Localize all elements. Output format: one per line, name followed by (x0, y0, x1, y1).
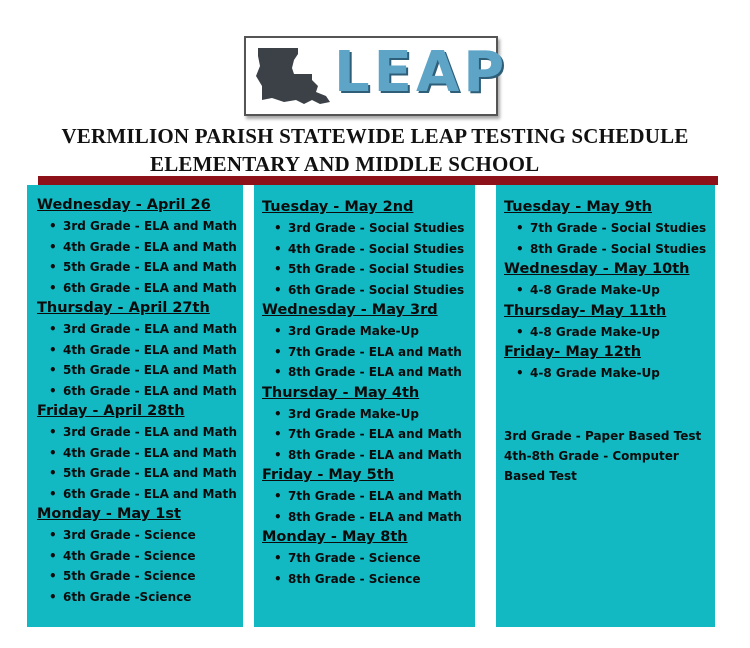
list-item: • 6th Grade - ELA and Math (37, 484, 243, 505)
day-heading: Thursday - April 27th (37, 300, 210, 316)
list-item: • 7th Grade - Social Studies (504, 218, 715, 239)
list-item: • 4th Grade - ELA and Math (37, 340, 243, 361)
list-item: • 7th Grade - ELA and Math (262, 342, 475, 363)
list-item: • 8th Grade - ELA and Math (262, 507, 475, 528)
test-format-note (504, 426, 715, 486)
list-item: • 8th Grade - Social Studies (504, 239, 715, 260)
day-heading: Wednesday - May 3rd (262, 302, 438, 318)
day-heading: Thursday - May 4th (262, 384, 420, 401)
list-item: • 7th Grade - ELA and Math (262, 424, 475, 445)
list-item: • 4-8 Grade Make-Up (504, 322, 715, 343)
list-item: • 3rd Grade - ELA and Math (37, 216, 243, 237)
list-item: • 4-8 Grade Make-Up (504, 363, 715, 384)
list-item: • 8th Grade - Science (262, 569, 475, 590)
day-heading: Friday - May 5th (262, 467, 394, 483)
grade-list (262, 548, 475, 589)
day-block (504, 301, 715, 343)
list-item: • 8th Grade - ELA and Math (262, 362, 475, 383)
day-heading: Tuesday - May 9th (504, 199, 652, 215)
day-block (262, 465, 475, 527)
list-item: • 7th Grade - Science (262, 548, 475, 569)
list-item: • 4th Grade - ELA and Math (37, 237, 243, 258)
day-heading: Friday- May 12th (504, 344, 642, 360)
list-item: • 3rd Grade Make-Up (262, 321, 475, 342)
list-item: • 4-8 Grade Make-Up (504, 280, 715, 301)
grade-list (262, 404, 475, 466)
grade-list (37, 216, 243, 298)
list-item: • 5th Grade - Social Studies (262, 259, 475, 280)
schedule-subtitle: ELEMENTARY AND MIDDLE SCHOOL (150, 152, 540, 176)
schedule-column-1 (27, 185, 243, 627)
list-item: • 6th Grade -Science (37, 587, 243, 608)
list-item: • 4th Grade - Social Studies (262, 239, 475, 260)
logo-text: LEAP (334, 40, 509, 105)
list-item: • 7th Grade - ELA and Math (262, 486, 475, 507)
grade-list (262, 486, 475, 527)
day-block (504, 259, 715, 301)
schedule-column-2 (254, 185, 475, 627)
note-line: 4th-8th Grade - Computer (504, 448, 679, 463)
note-line: Based Test (504, 468, 577, 483)
list-item: • 4th Grade - ELA and Math (37, 443, 243, 464)
list-item: • 3rd Grade - ELA and Math (37, 422, 243, 443)
list-item: • 6th Grade - ELA and Math (37, 381, 243, 402)
grade-list (37, 422, 243, 504)
day-heading: Tuesday - May 2nd (262, 199, 414, 215)
note-line: 3rd Grade - Paper Based Test (504, 428, 702, 443)
grade-list (37, 525, 243, 607)
grade-list (504, 218, 715, 259)
list-item: • 5th Grade - ELA and Math (37, 257, 243, 278)
grade-list (262, 321, 475, 383)
day-block (37, 298, 243, 401)
day-block (504, 197, 715, 259)
day-heading: Monday - May 8th (262, 529, 408, 545)
grade-list (504, 322, 715, 343)
day-block (37, 195, 243, 298)
list-item: • 5th Grade - Science (37, 566, 243, 587)
day-heading: Friday - April 28th (37, 403, 185, 419)
day-block (504, 342, 715, 384)
list-item: • 8th Grade - ELA and Math (262, 445, 475, 466)
day-block (262, 300, 475, 383)
list-item: • 3rd Grade - Social Studies (262, 218, 475, 239)
day-block (262, 383, 475, 466)
louisiana-state-shape-icon (254, 46, 334, 108)
day-heading: Thursday- May 11th (504, 302, 667, 319)
day-block (262, 527, 475, 589)
leap-logo (244, 36, 509, 116)
grade-list (504, 280, 715, 301)
grade-list (37, 319, 243, 401)
list-item: • 3rd Grade Make-Up (262, 404, 475, 425)
list-item: • 3rd Grade - ELA and Math (37, 319, 243, 340)
day-heading: Wednesday - April 26 (37, 197, 211, 213)
list-item: • 6th Grade - ELA and Math (37, 278, 243, 299)
list-item: • 3rd Grade - Science (37, 525, 243, 546)
list-item: • 4th Grade - Science (37, 546, 243, 567)
grade-list (262, 218, 475, 300)
day-block (262, 197, 475, 300)
schedule-title: VERMILION PARISH STATEWIDE LEAP TESTING SCHEDULE (61, 124, 689, 148)
schedule-column-3 (496, 185, 715, 627)
day-block (37, 504, 243, 607)
list-item: • 5th Grade - ELA and Math (37, 463, 243, 484)
grade-list (504, 363, 715, 384)
day-block (37, 401, 243, 504)
day-heading: Monday - May 1st (37, 506, 181, 522)
day-heading: Wednesday - May 10th (504, 261, 690, 277)
list-item: • 6th Grade - Social Studies (262, 280, 475, 301)
header-divider-bar (38, 176, 718, 185)
list-item: • 5th Grade - ELA and Math (37, 360, 243, 381)
